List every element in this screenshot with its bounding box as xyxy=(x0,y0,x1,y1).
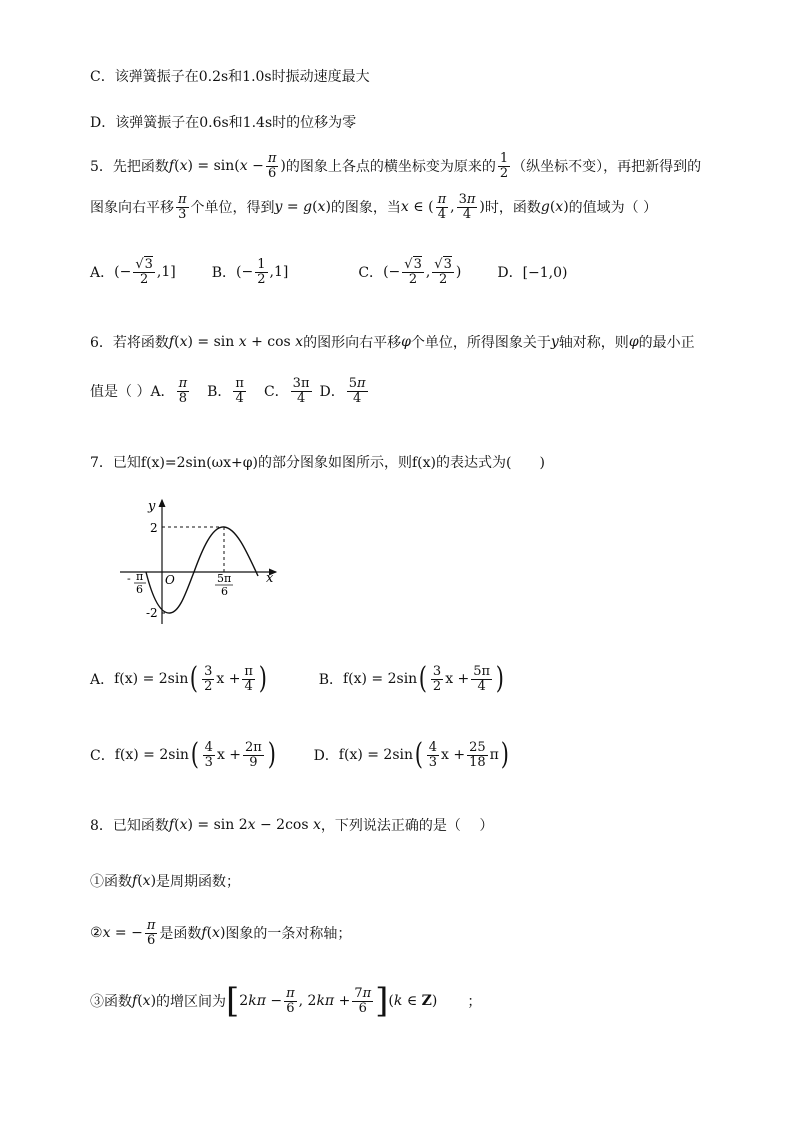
q5-interval: x ∈ ( xyxy=(400,199,434,216)
q6-frac-a: $\frac{\pi}{8}$ xyxy=(178,376,188,406)
q7-title-text: 7．已知f(x)=2sin(ωx+φ)的部分图象如图所示，则f(x)的表达式为( ) xyxy=(90,455,545,471)
q8-s1-b: 是周期函数； xyxy=(156,874,241,890)
q7-option-c-math: f(x) = 2sin xyxy=(114,747,189,763)
q8-s3-frac2: $\frac{7\pi}{6}$ xyxy=(354,985,372,1016)
q7-c-frac2: $\frac{2\pi}{9}$ xyxy=(245,739,262,770)
q4-option-d xyxy=(90,112,356,132)
q8-s3-c: ； xyxy=(467,994,482,1010)
q8-title xyxy=(90,815,493,835)
q8-title-post: ，下列说法正确的是（ ） xyxy=(320,818,494,834)
q6-text-2: 的图形向右平移 xyxy=(303,335,402,351)
tick-right-num: 5π xyxy=(217,572,232,585)
q7-d-frac1: $\frac{4}{3}$ xyxy=(428,739,438,770)
q7-option-b-label: B． xyxy=(318,672,343,688)
q7-b-frac1: $\frac{3}{2}$ xyxy=(432,663,442,694)
q6-func: f(x) = sin x + cos x xyxy=(168,334,304,350)
q8-s2-c: 图象的一条对称轴； xyxy=(225,926,352,943)
origin-label: O xyxy=(165,573,175,587)
q8-s2-b: 是函数 xyxy=(159,926,202,943)
q5-frac-pi4: $\frac{\pi}{4}$ xyxy=(437,192,447,222)
q8-s1-a: ①函数 xyxy=(90,874,132,890)
q8-s1-func: f(x) xyxy=(132,873,157,889)
q7-option-b-math: f(x) = 2sin xyxy=(342,671,418,687)
sine-curve xyxy=(146,527,258,613)
q7-b-frac2: $\frac{5\pi}{4}$ xyxy=(473,663,491,694)
q7-option-d-math: f(x) = 2sin xyxy=(338,747,414,763)
q6-phi-2: φ xyxy=(628,334,639,350)
q5-line2: 图象向右平移 $\frac{\pi}{3}$ 个单位，得到 y = g(x) 的图象，当 x ∈ ( $\frac{\pi}{4}$ , $\frac{3\pi}{4}$ ) 时，函数 g(x) 的值域为（ ） xyxy=(90,192,658,222)
q5-text-1: 5．先把函数 xyxy=(90,159,169,176)
q5-frac-3pi4: $\frac{3\pi}{4}$ xyxy=(458,192,476,222)
q4-option-d-text: D．该弹簧振子在0.6s和1.4s时的位移为零 xyxy=(90,115,357,131)
q6-text-5: 的最小正 xyxy=(638,335,695,351)
q6-text-4: 轴对称，则 xyxy=(558,335,629,351)
q6-line2 xyxy=(90,377,370,405)
q5-option-c-label: C． xyxy=(358,265,384,282)
q8-s3-a: ③函数 xyxy=(90,994,132,1010)
q7-option-c-label: C． xyxy=(90,748,115,764)
q7-options-ab: A． f(x) = 2sin ( $\frac{3}{2}$ x + $\frac{\pi}{4}$ ) B． f(x) = 2sin ( $\frac{3}{2}$ x + $\frac{5\pi}{4}$ ) xyxy=(90,661,505,696)
q8-s3-frac1: $\frac{\pi}{6}$ xyxy=(286,985,295,1016)
q5-frac-pi6: $\frac{\pi}{6}$ xyxy=(267,151,277,181)
q5-frac-c1: $\frac{√3}{2}$ xyxy=(404,257,422,287)
q5-options: A． (− $\frac{√3}{2}$ ,1] B． (− $\frac{1}{2}$ ,1] C． (− $\frac{√3}{2}$ , $\frac{√3}{2}$ ) D．[−1,0) xyxy=(90,257,568,287)
q5-text-2: 的图象上各点的横坐标变为原来的 xyxy=(285,159,496,176)
q5-text-4: 图象向右平移 xyxy=(90,200,174,217)
q8-title-pre: 8．已知函数 xyxy=(90,818,169,834)
q6-option-b: B． xyxy=(207,384,232,401)
tick-left-num: π xyxy=(136,570,144,583)
q7-option-a-label: A． xyxy=(90,672,115,688)
q5-option-d: D．[−1,0) xyxy=(497,265,568,282)
q5-frac-half: $\frac{1}{2}$ xyxy=(499,151,509,181)
q8-s2-func: f(x) xyxy=(201,925,226,942)
tick-left-sign: - xyxy=(127,572,131,585)
q5-text-6: 的图象，当 xyxy=(330,200,401,217)
q7-d-frac2: $\frac{25}{18}$ xyxy=(469,739,486,770)
q8-func: f(x) = sin 2x − 2cos x xyxy=(168,817,321,833)
q6-option-d: D． xyxy=(319,384,345,401)
q5-text-5: 个单位，得到 xyxy=(190,200,275,217)
q8-statement-2 xyxy=(90,919,351,947)
q6-frac-b: $\frac{\pi}{4}$ xyxy=(235,376,244,406)
q7-graph xyxy=(116,496,286,631)
q5-func-f: f(x) = sin(x − xyxy=(168,158,264,175)
q8-s3-interval: 2kπ − xyxy=(239,993,283,1009)
tick-left-den: 6 xyxy=(136,583,143,596)
q8-statement-1 xyxy=(90,871,240,891)
q6-text-3: 个单位，所得图象关于 xyxy=(410,335,551,351)
q8-s2-x: x = − xyxy=(102,925,143,942)
q5-option-b-label: B． xyxy=(211,265,237,282)
q7-option-d-label: D． xyxy=(313,748,339,764)
q5-text-3: （纵坐标不变），再把新得到的 xyxy=(512,159,702,176)
q8-s2-frac: $\frac{\pi}{6}$ xyxy=(146,918,156,948)
q8-s3-b: 的增区间为 xyxy=(156,994,227,1010)
x-axis-label: x xyxy=(266,571,274,586)
q5-text-7: 时，函数 xyxy=(484,200,541,217)
q7-a-frac2: $\frac{\pi}{4}$ xyxy=(244,663,253,694)
q6-phi: φ xyxy=(401,334,411,350)
q6-text-6: 值是（ ）A． xyxy=(90,384,175,401)
q6-text-1: 6．若将函数 xyxy=(90,335,169,351)
q6-option-c: C． xyxy=(263,384,289,401)
q5-frac-sqrt3-2: $\frac{√3}{2}$ xyxy=(135,257,153,287)
q7-title xyxy=(90,452,545,472)
q5-frac-pi3: $\frac{\pi}{3}$ xyxy=(178,192,187,222)
q4-option-c xyxy=(90,66,370,86)
q7-a-frac1: $\frac{3}{2}$ xyxy=(204,663,213,694)
tick-right-den: 6 xyxy=(221,585,228,598)
q8-statement-3: ③函数 f(x) 的增区间为 [ 2kπ − $\frac{\pi}{6}$ , 2kπ + $\frac{7\pi}{6}$ ] (k ∈ Z) ； xyxy=(90,981,482,1021)
q8-s2-a: ② xyxy=(90,925,103,942)
q7-c-frac1: $\frac{4}{3}$ xyxy=(204,739,213,770)
q6-frac-d: $\frac{5\pi}{4}$ xyxy=(348,376,366,406)
q6-y: y xyxy=(550,334,559,350)
q6-frac-c: $\frac{3\pi}{4}$ xyxy=(292,376,310,406)
q5-frac-1-2: $\frac{1}{2}$ xyxy=(257,257,266,287)
q5-text-8: 的值域为（ ） xyxy=(568,200,658,217)
q5-func-gx: g(x) xyxy=(540,199,569,216)
q5-frac-c2: $\frac{√3}{2}$ xyxy=(434,257,452,287)
q6-line1 xyxy=(90,332,695,352)
y-axis-label: y xyxy=(148,499,156,514)
q5-option-a-label: A． xyxy=(90,265,115,282)
tick-label-2: 2 xyxy=(150,521,158,535)
q5-line1: 5．先把函数 f(x) = sin(x − $\frac{\pi}{6}$ ) 的图象上各点的横坐标变为原来的 $\frac{1}{2}$ （纵坐标不变），再把新得到的 xyxy=(90,151,702,181)
q5-option-a-math: (− xyxy=(114,264,132,281)
q7-options-cd: C． f(x) = 2sin ( $\frac{4}{3}$ x + $\frac{2\pi}{9}$ ) D． f(x) = 2sin ( $\frac{4}{3}$ x + $\frac{25}{18}$ π ) xyxy=(90,737,509,772)
tick-label-m2: -2 xyxy=(146,606,158,620)
q7-option-a-math: f(x) = 2sin xyxy=(114,671,189,687)
q4-option-c-text: C．该弹簧振子在0.2s和1.0s时振动速度最大 xyxy=(90,69,370,85)
q8-s3-func: f(x) xyxy=(132,993,157,1009)
q5-func-g: y = g(x) xyxy=(274,199,331,216)
